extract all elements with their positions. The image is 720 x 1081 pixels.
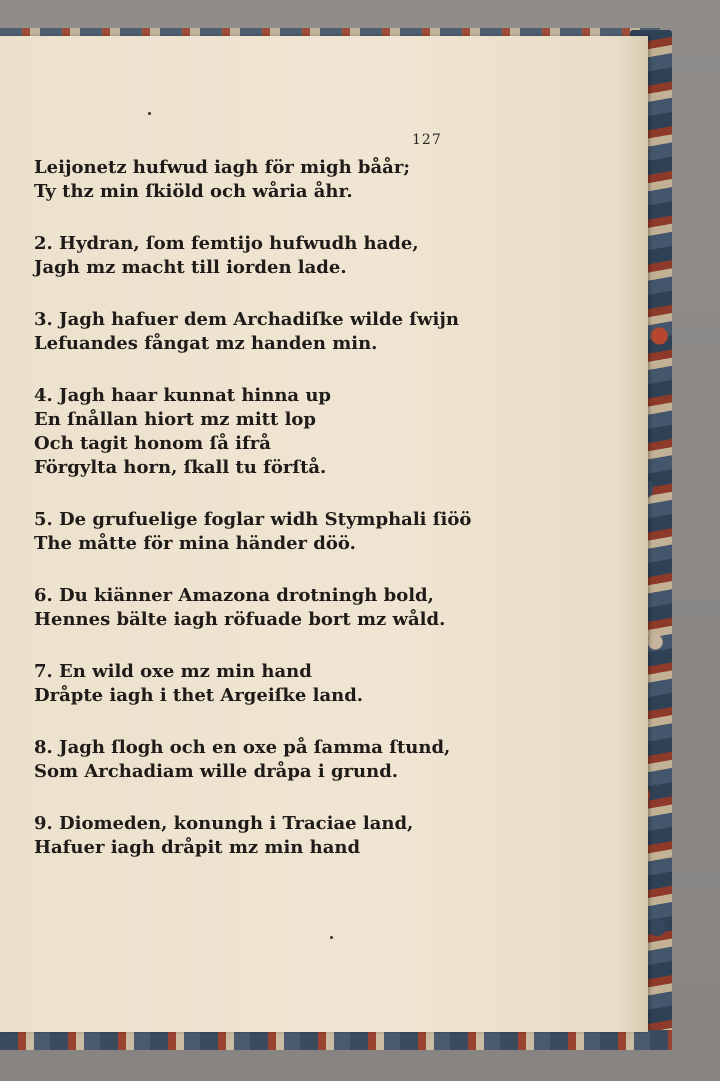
poem-line: The måtte för mina händer döö. (34, 533, 356, 554)
poem-line: 9. Diomeden, konungh i Traciae land, (34, 813, 414, 834)
stanza (34, 660, 614, 708)
poem-line: Dråpte iagh i thet Argeiſke land. (34, 685, 364, 706)
poem-line: Ty thz min ſkiöld och wåria åhr. (34, 181, 353, 202)
poem-line: Jagh mz macht till iorden lade. (34, 257, 347, 278)
marbled-bottom-edge (0, 1030, 672, 1050)
book-page (0, 36, 648, 1032)
poem-line: Lefuandes fångat mz handen min. (34, 333, 378, 354)
poem-line: En ſnållan hiort mz mitt lop (34, 409, 316, 430)
poem-line: 2. Hydran, ſom femtijo hufwudh hade, (34, 233, 419, 254)
poem-line: 5. De grufuelige foglar widh Stymphali ſiöö (34, 509, 472, 530)
stanza (34, 812, 614, 860)
poem-line: 3. Jagh hafuer dem Archadiſke wilde ſwijn (34, 309, 459, 330)
stanza (34, 736, 614, 784)
poem-text (34, 156, 614, 888)
poem-line: Förgylta horn, ſkall tu förſtå. (34, 457, 327, 478)
poem-line: Och tagit honom ſå ifrå (34, 433, 271, 454)
page-number: 127 (412, 132, 442, 148)
stanza (34, 384, 614, 480)
poem-line: Hafuer iagh dråpit mz min hand (34, 837, 361, 858)
stanza (34, 308, 614, 356)
stanza (34, 232, 614, 280)
stanza (34, 508, 614, 556)
poem-line: 4. Jagh haar kunnat hinna up (34, 385, 332, 406)
poem-line: 6. Du kiänner Amazona drotningh bold, (34, 585, 434, 606)
stanza (34, 156, 614, 204)
poem-line: Som Archadiam wille dråpa i grund. (34, 761, 399, 782)
poem-line: 8. Jagh ſlogh och en oxe på ſamma ſtund, (34, 737, 451, 758)
paper-speck (148, 112, 151, 115)
stanza (34, 584, 614, 632)
poem-line: 7. En wild oxe mz min hand (34, 661, 312, 682)
paper-speck (330, 936, 333, 939)
poem-line: Hennes bälte iagh röfuade bort mz wåld. (34, 609, 446, 630)
poem-line: Leijonetz hufwud iagh för migh båår; (34, 157, 410, 178)
